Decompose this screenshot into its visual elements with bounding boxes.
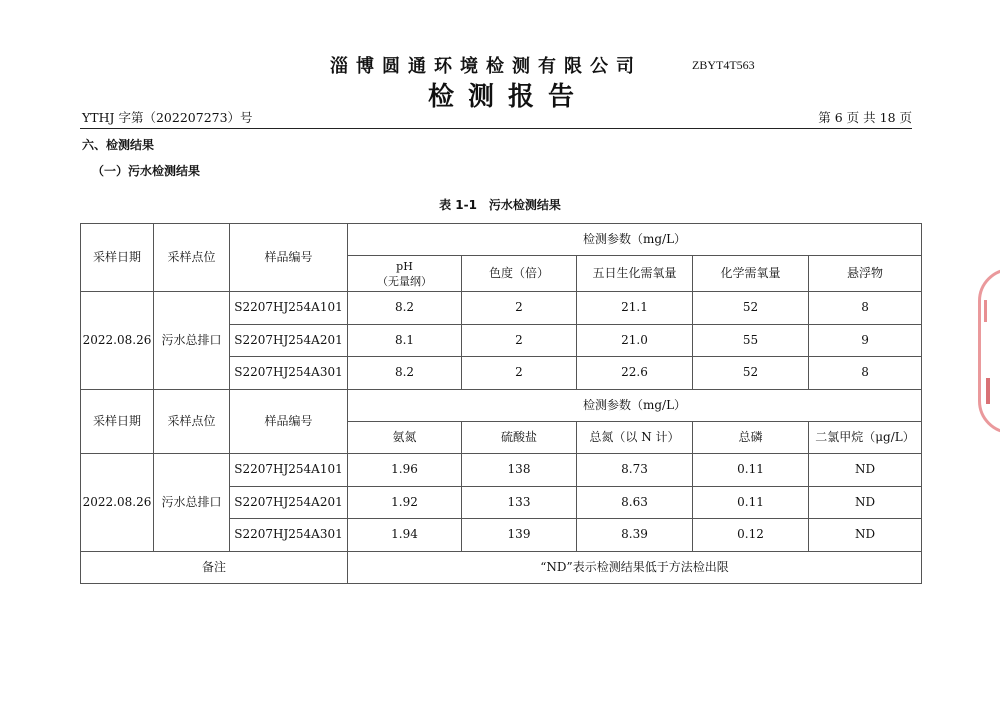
value-cell: 0.11 [693,454,809,487]
value-cell: 22.6 [577,357,693,390]
seal-mark [986,378,1000,404]
table-row [81,454,922,487]
value-cell: 2 [462,292,577,325]
sample-id: S2207HJ254A201 [230,486,348,519]
value-cell: 8 [809,357,922,390]
sampling-site: 污水总排口 [154,454,230,552]
header-sampling-site: 采样点位 [154,389,230,454]
param-ph-name: pH （无量纲） [377,259,432,288]
sampling-date: 2022.08.26 [81,454,154,552]
header-params: 检测参数（mg/L） [348,224,922,256]
value-cell: 8.73 [577,454,693,487]
param-dichloromethane: 二氯甲烷（μg/L） [809,421,922,454]
value-cell: 1.92 [348,486,462,519]
param-ph [348,256,462,292]
value-cell: 1.94 [348,519,462,552]
value-cell: 21.1 [577,292,693,325]
value-cell: 139 [462,519,577,552]
value-cell: 133 [462,486,577,519]
param-cod: 化学需氧量 [693,256,809,292]
value-cell: 8.63 [577,486,693,519]
value-cell: 8.1 [348,324,462,357]
value-cell: 8 [809,292,922,325]
sampling-site: 污水总排口 [154,292,230,390]
table-row [81,292,922,325]
value-cell: 2 [462,324,577,357]
value-cell: 9 [809,324,922,357]
results-table [80,223,922,584]
value-cell: 2 [462,357,577,390]
red-seal-stamp [978,268,1000,434]
value-cell: ND [809,486,922,519]
report-title: 检测报告 [428,82,589,112]
param-bod5: 五日生化需氧量 [577,256,693,292]
header-params: 检测参数（mg/L） [348,389,922,421]
value-cell: 52 [693,292,809,325]
sample-id: S2207HJ254A201 [230,324,348,357]
param-ammonia: 氨氮 [348,421,462,454]
header-sampling-date: 采样日期 [81,224,154,292]
section-heading: 六、检测结果 [82,138,155,152]
company-name: 淄博圆通环境检测有限公司 [330,56,642,77]
value-cell: 55 [693,324,809,357]
header-sample-id: 样品编号 [230,389,348,454]
remark-row [81,551,922,584]
value-cell: 21.0 [577,324,693,357]
subsection-heading: （一）污水检测结果 [92,164,201,178]
seal-mark [984,300,997,322]
header-divider [80,128,912,129]
value-cell: ND [809,454,922,487]
document-code: ZBYT4T563 [692,58,755,72]
table-caption: 表 1-1 污水检测结果 [439,198,561,212]
sample-id: S2207HJ254A301 [230,357,348,390]
value-cell: 138 [462,454,577,487]
sampling-date: 2022.08.26 [81,292,154,390]
value-cell: 8.2 [348,292,462,325]
param-total-nitrogen: 总氮（以 N 计） [577,421,693,454]
param-sulfate: 硫酸盐 [462,421,577,454]
value-cell: 0.11 [693,486,809,519]
value-cell: 8.39 [577,519,693,552]
param-chroma: 色度（倍） [462,256,577,292]
value-cell: 52 [693,357,809,390]
sample-id: S2207HJ254A101 [230,454,348,487]
remark-label: 备注 [81,551,348,584]
sample-id: S2207HJ254A101 [230,292,348,325]
table-header-row [81,389,922,421]
param-ss: 悬浮物 [809,256,922,292]
param-total-phosphorus: 总磷 [693,421,809,454]
table-header-row [81,224,922,256]
header-sampling-site: 采样点位 [154,224,230,292]
value-cell: ND [809,519,922,552]
page-number: 第 6 页 共 18 页 [818,110,912,125]
sample-id: S2207HJ254A301 [230,519,348,552]
header-sampling-date: 采样日期 [81,389,154,454]
value-cell: 1.96 [348,454,462,487]
value-cell: 8.2 [348,357,462,390]
report-number: YTHJ 字第（202207273）号 [82,110,253,125]
value-cell: 0.12 [693,519,809,552]
header-sample-id: 样品编号 [230,224,348,292]
remark-text: “ND”表示检测结果低于方法检出限 [348,551,922,584]
